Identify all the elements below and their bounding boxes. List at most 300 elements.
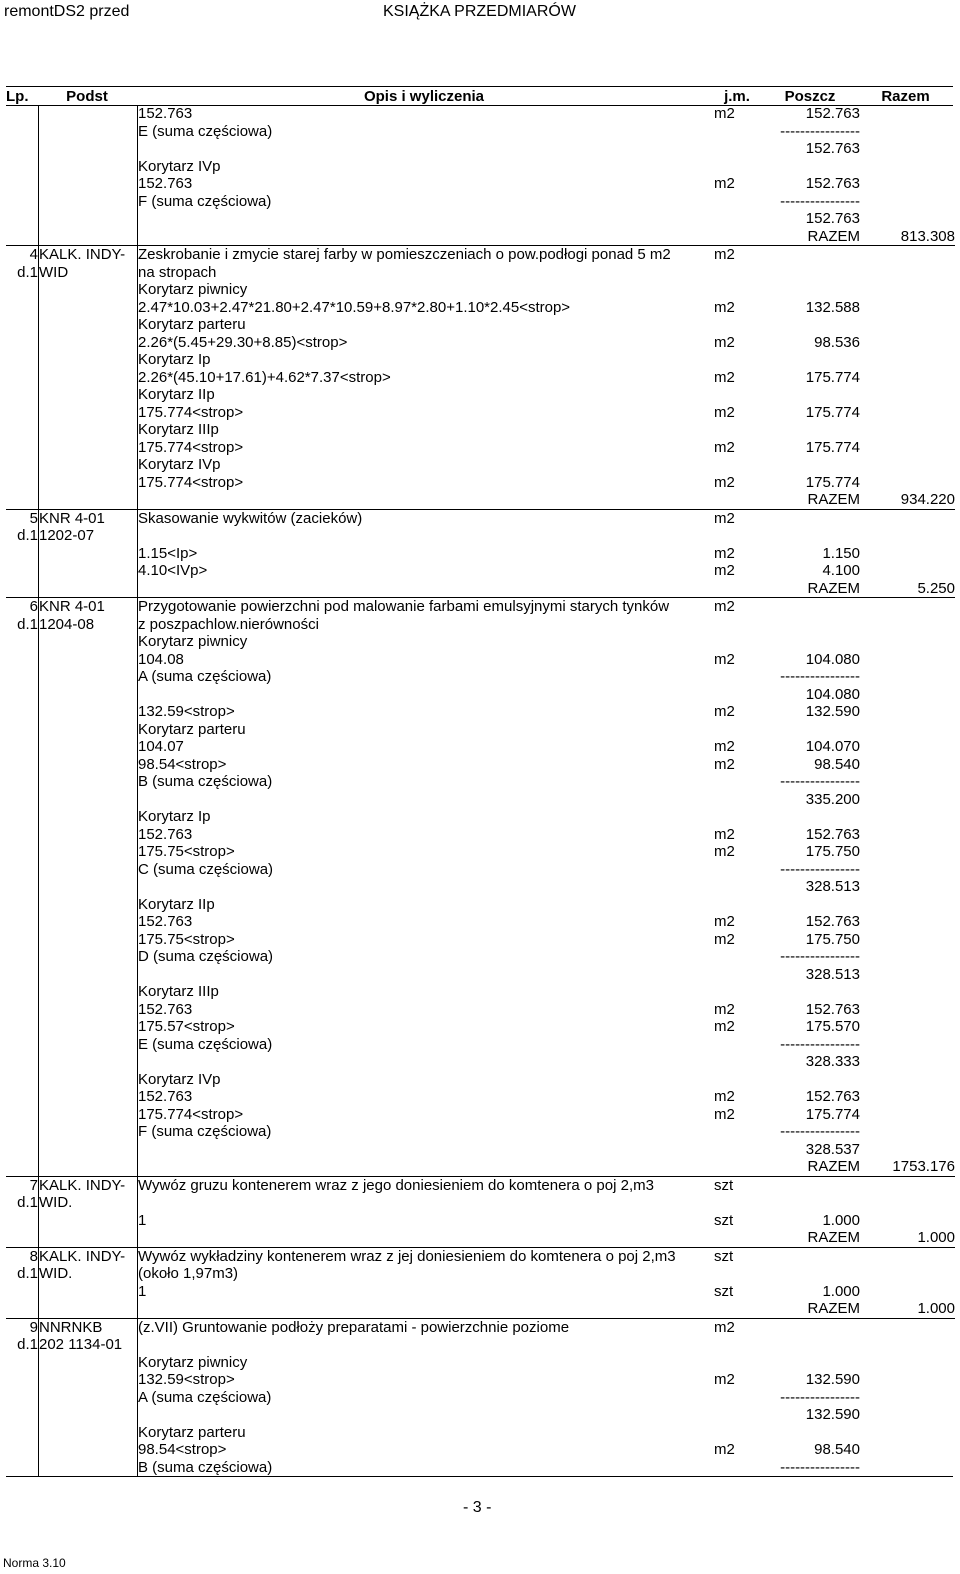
row-poszcz xyxy=(764,316,860,334)
row-razem xyxy=(860,334,955,352)
row-opis: B (suma częściowa) xyxy=(138,773,273,790)
row-opis: 175.75<strop> xyxy=(138,843,235,860)
row-podst: KNR 4-01 xyxy=(39,509,138,527)
table-row xyxy=(6,299,955,317)
row-opis: 2.47*10.03+2.47*21.80+2.47*10.59+8.97*2.80+1.10*2.45<strop> xyxy=(138,298,571,316)
row-poszcz: 152.763 xyxy=(805,140,860,157)
row-poszcz: 175.750 xyxy=(805,930,860,948)
table-row xyxy=(6,175,955,193)
row-opis: 152.763 xyxy=(138,1088,193,1105)
row-poszcz: ---------------- xyxy=(780,1388,860,1406)
row-opis xyxy=(138,878,715,896)
row-podst xyxy=(39,1053,138,1071)
row-razem xyxy=(860,686,955,704)
row-razem xyxy=(860,1106,955,1124)
row-razem xyxy=(860,158,955,176)
row-poszcz: ---------------- xyxy=(780,1123,860,1140)
column-header-podst: Podst xyxy=(38,87,136,106)
row-razem xyxy=(860,896,955,914)
row-razem xyxy=(860,299,955,317)
row-razem xyxy=(860,1389,955,1407)
row-razem xyxy=(860,1123,955,1141)
row-jm xyxy=(714,158,764,176)
row-opis: Wywóz wykładziny kontenerem wraz z jej doniesieniem do komtenera o poj 2,m3 xyxy=(138,1247,715,1265)
row-razem xyxy=(860,878,955,896)
row-razem xyxy=(860,456,955,474)
row-lp: d.1 xyxy=(6,1336,39,1354)
row-lp xyxy=(6,686,39,704)
row-opis: A (suma częściowa) xyxy=(138,1388,272,1406)
row-razem xyxy=(860,1406,955,1424)
row-razem xyxy=(860,246,955,264)
table-row xyxy=(6,281,955,299)
row-lp xyxy=(6,140,39,158)
row-jm: szt xyxy=(714,1211,734,1229)
table-row xyxy=(6,808,955,826)
row-opis: 152.763 xyxy=(138,825,193,843)
row-poszcz xyxy=(764,509,860,527)
table-row xyxy=(6,562,955,580)
row-podst xyxy=(39,175,138,193)
row-razem xyxy=(860,421,955,439)
row-podst: KALK. INDY- xyxy=(39,246,138,264)
row-opis: Korytarz IIIp xyxy=(138,421,219,438)
row-jm xyxy=(714,491,764,509)
row-opis xyxy=(138,1158,715,1176)
row-lp xyxy=(6,826,39,844)
row-poszcz xyxy=(764,281,860,299)
row-razem xyxy=(860,1176,955,1194)
row-podst xyxy=(39,316,138,334)
row-jm xyxy=(714,210,764,228)
row-razem xyxy=(860,105,955,123)
row-jm xyxy=(714,1071,764,1089)
row-podst: KNR 4-01 xyxy=(39,598,138,616)
row-jm: szt xyxy=(714,1282,734,1300)
row-opis: Korytarz IVp xyxy=(138,1070,221,1088)
row-poszcz: 152.763 xyxy=(805,210,860,227)
row-jm xyxy=(714,791,764,809)
table-row xyxy=(6,1459,955,1477)
table-row xyxy=(6,598,955,616)
page-number: - 3 - xyxy=(463,1499,492,1516)
row-lp: d.1 xyxy=(6,1265,39,1283)
row-lp xyxy=(6,228,39,246)
row-podst xyxy=(39,1212,138,1230)
table-row xyxy=(6,1194,955,1212)
row-poszcz: ---------------- xyxy=(780,1458,860,1476)
table-row xyxy=(6,351,955,369)
row-razem: 934.220 xyxy=(900,491,955,508)
row-poszcz: 152.763 xyxy=(805,175,860,192)
row-poszcz: 4.100 xyxy=(822,562,860,579)
estimate-table-body xyxy=(6,105,955,1476)
row-razem xyxy=(860,756,955,774)
row-razem xyxy=(860,1441,955,1459)
row-opis: (z.VII) Gruntowanie podłoży preparatami - powierzchnie poziome xyxy=(138,1318,715,1336)
row-jm xyxy=(714,1158,764,1176)
row-razem xyxy=(860,861,955,879)
row-opis: 152.763 xyxy=(138,175,193,192)
row-jm xyxy=(714,1459,764,1477)
row-jm: m2 xyxy=(714,1318,764,1336)
row-razem xyxy=(860,791,955,809)
row-razem xyxy=(860,1424,955,1442)
row-podst xyxy=(39,580,138,598)
row-lp xyxy=(6,808,39,826)
table-row xyxy=(6,1176,955,1194)
row-jm xyxy=(714,580,764,598)
row-razem xyxy=(860,1088,955,1106)
table-row xyxy=(6,1283,955,1301)
row-lp xyxy=(6,562,39,580)
table-row xyxy=(6,1354,955,1372)
row-poszcz: ---------------- xyxy=(780,773,860,790)
row-opis: 175.774<strop> xyxy=(138,403,244,421)
table-row xyxy=(6,1158,955,1176)
row-poszcz xyxy=(764,896,860,914)
table-row xyxy=(6,1265,955,1283)
row-lp xyxy=(6,580,39,598)
row-poszcz: 335.200 xyxy=(805,790,860,808)
row-jm: m2 xyxy=(714,438,735,456)
row-razem xyxy=(860,474,955,492)
table-row xyxy=(6,456,955,474)
row-razem xyxy=(860,1071,955,1089)
row-jm xyxy=(714,686,764,704)
table-row xyxy=(6,1212,955,1230)
row-jm xyxy=(714,633,764,651)
row-lp xyxy=(6,281,39,299)
row-razem xyxy=(860,210,955,228)
row-opis: D (suma częściowa) xyxy=(138,948,274,965)
row-jm: m2 xyxy=(714,703,735,720)
row-lp xyxy=(6,456,39,474)
column-header-jm: j.m. xyxy=(712,87,762,106)
row-jm xyxy=(714,140,764,158)
row-opis: Korytarz parteru xyxy=(138,316,246,333)
row-podst xyxy=(39,334,138,352)
row-opis: F (suma częściowa) xyxy=(138,1123,272,1140)
row-poszcz: 98.536 xyxy=(814,333,860,351)
row-opis xyxy=(138,140,715,158)
row-jm xyxy=(714,1123,764,1141)
row-razem xyxy=(860,1036,955,1054)
table-row xyxy=(6,756,955,774)
row-lp xyxy=(6,1071,39,1089)
row-jm xyxy=(714,616,764,634)
row-razem xyxy=(860,1212,955,1230)
row-opis: z poszpachlow.nierówności xyxy=(138,615,319,633)
row-poszcz: 132.590 xyxy=(805,1371,860,1388)
row-lp xyxy=(6,105,39,123)
table-row xyxy=(6,580,955,598)
estimate-table xyxy=(6,105,955,1476)
row-lp xyxy=(6,983,39,1001)
table-row xyxy=(6,1141,955,1159)
row-podst xyxy=(39,421,138,439)
table-row xyxy=(6,1389,955,1407)
table-row xyxy=(6,246,955,264)
row-podst xyxy=(39,1371,138,1389)
row-jm: m2 xyxy=(714,509,764,527)
row-lp xyxy=(6,210,39,228)
row-podst xyxy=(39,1106,138,1124)
row-podst: WID xyxy=(39,264,138,282)
row-opis: (około 1,97m3) xyxy=(138,1265,239,1282)
table-bottom-rule xyxy=(6,1476,953,1477)
column-header-poszcz: Poszcz xyxy=(762,87,858,106)
row-opis: 1 xyxy=(138,1211,147,1229)
row-opis xyxy=(138,1194,715,1212)
row-podst xyxy=(39,1158,138,1176)
row-jm: m2 xyxy=(714,1441,735,1458)
row-lp xyxy=(6,1441,39,1459)
row-poszcz xyxy=(764,351,860,369)
table-row xyxy=(6,1053,955,1071)
row-jm: szt xyxy=(714,1247,764,1265)
row-lp xyxy=(6,1018,39,1036)
row-opis: Korytarz IIIp xyxy=(138,983,219,1000)
row-opis: 2.26*(5.45+29.30+8.85)<strop> xyxy=(138,333,348,351)
row-podst xyxy=(39,1141,138,1159)
row-podst xyxy=(39,456,138,474)
table-row xyxy=(6,1123,955,1141)
row-poszcz: RAZEM xyxy=(807,227,860,245)
row-poszcz: 175.774 xyxy=(805,473,860,491)
row-opis: Korytarz Ip xyxy=(138,808,211,825)
row-opis: 132.59<strop> xyxy=(138,703,235,720)
row-poszcz: 104.070 xyxy=(805,738,860,755)
row-podst xyxy=(39,140,138,158)
row-jm: m2 xyxy=(714,403,735,421)
row-poszcz: RAZEM xyxy=(807,1229,860,1246)
row-jm xyxy=(714,527,764,545)
row-poszcz xyxy=(764,1265,860,1283)
row-poszcz xyxy=(764,527,860,545)
row-jm: m2 xyxy=(714,298,735,316)
row-podst xyxy=(39,1071,138,1089)
table-row xyxy=(6,913,955,931)
row-razem xyxy=(860,1141,955,1159)
row-jm: m2 xyxy=(714,1371,735,1388)
row-poszcz: 132.590 xyxy=(805,1406,860,1423)
table-row xyxy=(6,686,955,704)
row-lp xyxy=(6,1424,39,1442)
row-razem xyxy=(860,281,955,299)
row-jm: m2 xyxy=(714,246,764,264)
row-opis: 98.54<strop> xyxy=(138,1441,227,1458)
row-poszcz: 152.763 xyxy=(805,105,860,122)
row-lp: d.1 xyxy=(6,264,39,282)
row-lp xyxy=(6,545,39,563)
row-podst xyxy=(39,1354,138,1372)
row-jm xyxy=(714,1036,764,1054)
table-row xyxy=(6,826,955,844)
row-poszcz xyxy=(764,808,860,826)
row-opis: Wywóz gruzu kontenerem wraz z jego doniesieniem do komtenera o poj 2,m3 xyxy=(138,1176,715,1194)
row-lp xyxy=(6,369,39,387)
row-lp xyxy=(6,386,39,404)
row-podst xyxy=(39,668,138,686)
row-jm xyxy=(714,1389,764,1407)
row-opis xyxy=(138,1053,715,1071)
row-opis xyxy=(138,1406,715,1424)
table-row xyxy=(6,1441,955,1459)
row-razem xyxy=(860,316,955,334)
row-lp xyxy=(6,1300,39,1318)
row-opis: 152.763 xyxy=(138,105,193,122)
row-razem: 1753.176 xyxy=(892,1158,955,1175)
row-poszcz: 152.763 xyxy=(805,1000,860,1018)
row-podst xyxy=(39,210,138,228)
row-opis: 104.08 xyxy=(138,650,184,668)
table-row xyxy=(6,264,955,282)
row-jm: m2 xyxy=(714,1105,735,1123)
table-row xyxy=(6,1018,955,1036)
row-poszcz xyxy=(764,386,860,404)
row-lp xyxy=(6,1389,39,1407)
row-razem xyxy=(860,545,955,563)
row-poszcz xyxy=(764,633,860,651)
row-razem xyxy=(860,966,955,984)
table-row xyxy=(6,861,955,879)
row-podst xyxy=(39,686,138,704)
row-poszcz: 328.513 xyxy=(805,878,860,895)
row-jm xyxy=(714,1053,764,1071)
row-opis: Korytarz piwnicy xyxy=(138,281,248,298)
row-podst xyxy=(39,491,138,509)
row-podst xyxy=(39,983,138,1001)
row-podst: 1204-08 xyxy=(39,616,138,634)
row-opis: 1 xyxy=(138,1282,147,1300)
row-opis xyxy=(138,228,715,246)
row-jm: m2 xyxy=(714,1018,735,1035)
row-opis: Korytarz piwnicy xyxy=(138,633,248,650)
row-lp xyxy=(6,1158,39,1176)
row-lp xyxy=(6,1406,39,1424)
row-lp: 7 xyxy=(6,1176,39,1194)
table-row xyxy=(6,668,955,686)
table-row xyxy=(6,931,955,949)
row-opis: A (suma częściowa) xyxy=(138,668,272,685)
row-opis: Zeskrobanie i zmycie starej farby w pomieszczeniach o pow.podłogi ponad 5 m2 xyxy=(138,246,715,264)
row-jm: m2 xyxy=(714,930,735,948)
row-lp xyxy=(6,1036,39,1054)
row-opis: Korytarz IIp xyxy=(138,386,215,403)
row-razem xyxy=(860,1459,955,1477)
row-razem xyxy=(860,1001,955,1019)
row-jm xyxy=(714,668,764,686)
row-razem xyxy=(860,931,955,949)
row-opis: 2.26*(45.10+17.61)+4.62*7.37<strop> xyxy=(138,368,391,386)
row-podst xyxy=(39,545,138,563)
row-poszcz: 98.540 xyxy=(814,755,860,773)
row-razem xyxy=(860,721,955,739)
row-opis: Korytarz IVp xyxy=(138,456,221,473)
row-jm xyxy=(714,316,764,334)
row-opis: B (suma częściowa) xyxy=(138,1458,273,1476)
row-razem xyxy=(860,598,955,616)
row-opis xyxy=(138,791,715,809)
table-row xyxy=(6,316,955,334)
row-podst xyxy=(39,228,138,246)
row-razem xyxy=(860,983,955,1001)
row-lp xyxy=(6,158,39,176)
row-opis: Przygotowanie powierzchni pod malowanie farbami emulsyjnymi starych tynków xyxy=(138,598,715,616)
row-opis: Skasowanie wykwitów (zacieków) xyxy=(138,509,715,527)
row-razem xyxy=(860,1194,955,1212)
row-jm: m2 xyxy=(714,738,735,755)
row-razem: 1.000 xyxy=(917,1229,955,1246)
row-lp xyxy=(6,966,39,984)
row-razem xyxy=(860,264,955,282)
row-lp xyxy=(6,843,39,861)
table-row xyxy=(6,1336,955,1354)
row-lp xyxy=(6,931,39,949)
table-row xyxy=(6,703,955,721)
table-row xyxy=(6,878,955,896)
row-podst xyxy=(39,158,138,176)
row-poszcz: 132.588 xyxy=(805,298,860,316)
row-razem xyxy=(860,651,955,669)
row-opis: 175.57<strop> xyxy=(138,1018,235,1035)
row-poszcz xyxy=(764,598,860,616)
row-opis: E (suma częściowa) xyxy=(138,1035,273,1053)
table-row xyxy=(6,1300,955,1318)
row-podst: WID. xyxy=(39,1265,138,1283)
table-row xyxy=(6,1106,955,1124)
row-lp xyxy=(6,878,39,896)
table-row xyxy=(6,1071,955,1089)
row-podst xyxy=(39,1406,138,1424)
table-row xyxy=(6,1229,955,1247)
column-header-razem: Razem xyxy=(858,87,953,106)
row-jm: m2 xyxy=(714,913,735,930)
row-razem xyxy=(860,1283,955,1301)
row-jm xyxy=(714,1265,764,1283)
row-jm: m2 xyxy=(714,598,764,616)
row-lp xyxy=(6,351,39,369)
row-podst xyxy=(39,1001,138,1019)
row-poszcz: 98.540 xyxy=(814,1441,860,1458)
row-poszcz: 104.080 xyxy=(805,685,860,703)
row-razem xyxy=(860,1018,955,1036)
row-razem xyxy=(860,826,955,844)
row-razem xyxy=(860,1371,955,1389)
row-poszcz xyxy=(764,456,860,474)
row-podst: 202 1134-01 xyxy=(39,1336,138,1354)
row-poszcz xyxy=(764,1247,860,1265)
row-podst xyxy=(39,703,138,721)
row-poszcz xyxy=(764,983,860,1001)
row-poszcz xyxy=(764,421,860,439)
table-row xyxy=(6,616,955,634)
row-razem xyxy=(860,668,955,686)
row-jm xyxy=(714,1406,764,1424)
table-row xyxy=(6,140,955,158)
row-lp xyxy=(6,404,39,422)
table-row xyxy=(6,1088,955,1106)
row-jm xyxy=(714,351,764,369)
row-poszcz xyxy=(764,1176,860,1194)
row-lp xyxy=(6,1001,39,1019)
row-podst xyxy=(39,404,138,422)
row-razem xyxy=(860,175,955,193)
row-jm xyxy=(714,1354,764,1372)
row-jm xyxy=(714,1229,764,1247)
row-poszcz xyxy=(764,246,860,264)
